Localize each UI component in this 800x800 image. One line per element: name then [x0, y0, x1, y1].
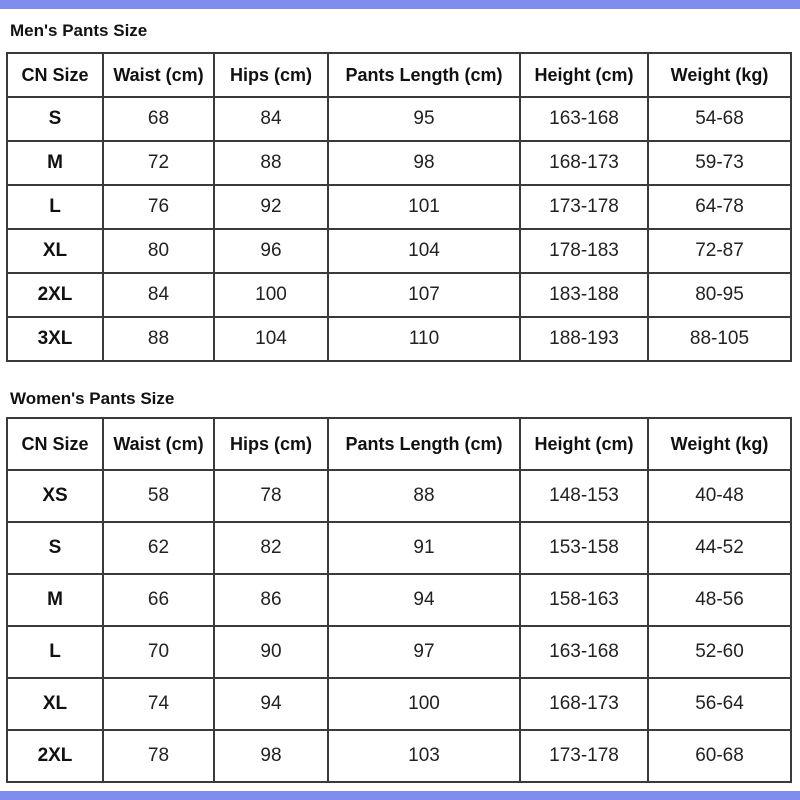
- size-cell: XL: [7, 678, 103, 730]
- table-cell: 80-95: [648, 273, 791, 317]
- size-cell: M: [7, 574, 103, 626]
- column-header: Height (cm): [520, 418, 648, 470]
- table-cell: 88: [103, 317, 214, 361]
- table-cell: 78: [103, 730, 214, 782]
- table-cell: 80: [103, 229, 214, 273]
- table-cell: 103: [328, 730, 520, 782]
- table-cell: 56-64: [648, 678, 791, 730]
- table-cell: 173-178: [520, 185, 648, 229]
- table-row: [7, 229, 791, 273]
- table-cell: 107: [328, 273, 520, 317]
- table-cell: 104: [328, 229, 520, 273]
- table-cell: 44-52: [648, 522, 791, 574]
- table-cell: 58: [103, 470, 214, 522]
- men-table-body: [7, 97, 791, 361]
- table-cell: 72-87: [648, 229, 791, 273]
- column-header: Weight (kg): [648, 53, 791, 97]
- table-row: [7, 522, 791, 574]
- table-cell: 70: [103, 626, 214, 678]
- table-cell: 86: [214, 574, 328, 626]
- column-header: Pants Length (cm): [328, 53, 520, 97]
- table-row: [7, 626, 791, 678]
- table-cell: 178-183: [520, 229, 648, 273]
- table-cell: 88: [214, 141, 328, 185]
- size-cell: XS: [7, 470, 103, 522]
- table-row: [7, 470, 791, 522]
- size-cell: L: [7, 626, 103, 678]
- table-cell: 183-188: [520, 273, 648, 317]
- women-size-table: [6, 417, 792, 783]
- size-cell: S: [7, 97, 103, 141]
- table-cell: 82: [214, 522, 328, 574]
- table-cell: 104: [214, 317, 328, 361]
- size-cell: 2XL: [7, 273, 103, 317]
- table-cell: 163-168: [520, 97, 648, 141]
- table-cell: 95: [328, 97, 520, 141]
- table-cell: 72: [103, 141, 214, 185]
- table-cell: 68: [103, 97, 214, 141]
- table-cell: 78: [214, 470, 328, 522]
- table-row: [7, 141, 791, 185]
- men-size-table: [6, 52, 792, 362]
- table-cell: 92: [214, 185, 328, 229]
- table-cell: 94: [328, 574, 520, 626]
- table-cell: 101: [328, 185, 520, 229]
- table-cell: 40-48: [648, 470, 791, 522]
- size-cell: XL: [7, 229, 103, 273]
- column-header: CN Size: [7, 418, 103, 470]
- table-cell: 148-153: [520, 470, 648, 522]
- size-cell: 2XL: [7, 730, 103, 782]
- table-cell: 84: [214, 97, 328, 141]
- table-cell: 98: [328, 141, 520, 185]
- table-cell: 88-105: [648, 317, 791, 361]
- table-cell: 153-158: [520, 522, 648, 574]
- table-cell: 48-56: [648, 574, 791, 626]
- column-header: Weight (kg): [648, 418, 791, 470]
- women-section-title: Women's Pants Size: [10, 389, 175, 408]
- table-cell: 52-60: [648, 626, 791, 678]
- women-header-row: [7, 418, 791, 470]
- table-row: [7, 574, 791, 626]
- column-header: Waist (cm): [103, 53, 214, 97]
- table-cell: 168-173: [520, 678, 648, 730]
- table-cell: 62: [103, 522, 214, 574]
- table-cell: 76: [103, 185, 214, 229]
- table-cell: 173-178: [520, 730, 648, 782]
- table-cell: 188-193: [520, 317, 648, 361]
- table-cell: 74: [103, 678, 214, 730]
- column-header: Pants Length (cm): [328, 418, 520, 470]
- column-header: Waist (cm): [103, 418, 214, 470]
- table-row: [7, 317, 791, 361]
- table-cell: 110: [328, 317, 520, 361]
- women-table-body: [7, 470, 791, 782]
- table-cell: 98: [214, 730, 328, 782]
- top-accent-bar: [0, 0, 800, 9]
- table-row: [7, 678, 791, 730]
- table-cell: 64-78: [648, 185, 791, 229]
- men-header-row: [7, 53, 791, 97]
- table-cell: 84: [103, 273, 214, 317]
- column-header: Height (cm): [520, 53, 648, 97]
- table-cell: 66: [103, 574, 214, 626]
- table-cell: 94: [214, 678, 328, 730]
- size-cell: S: [7, 522, 103, 574]
- table-cell: 88: [328, 470, 520, 522]
- table-cell: 163-168: [520, 626, 648, 678]
- table-row: [7, 730, 791, 782]
- table-row: [7, 185, 791, 229]
- table-cell: 60-68: [648, 730, 791, 782]
- bottom-accent-bar: [0, 791, 800, 800]
- table-row: [7, 273, 791, 317]
- table-cell: 59-73: [648, 141, 791, 185]
- table-cell: 97: [328, 626, 520, 678]
- table-cell: 100: [214, 273, 328, 317]
- column-header: Hips (cm): [214, 53, 328, 97]
- size-cell: M: [7, 141, 103, 185]
- men-section-title: Men's Pants Size: [10, 21, 148, 40]
- column-header: Hips (cm): [214, 418, 328, 470]
- table-cell: 100: [328, 678, 520, 730]
- table-cell: 96: [214, 229, 328, 273]
- table-cell: 168-173: [520, 141, 648, 185]
- column-header: CN Size: [7, 53, 103, 97]
- size-cell: 3XL: [7, 317, 103, 361]
- table-cell: 54-68: [648, 97, 791, 141]
- table-cell: 158-163: [520, 574, 648, 626]
- table-row: [7, 97, 791, 141]
- table-cell: 91: [328, 522, 520, 574]
- table-cell: 90: [214, 626, 328, 678]
- size-cell: L: [7, 185, 103, 229]
